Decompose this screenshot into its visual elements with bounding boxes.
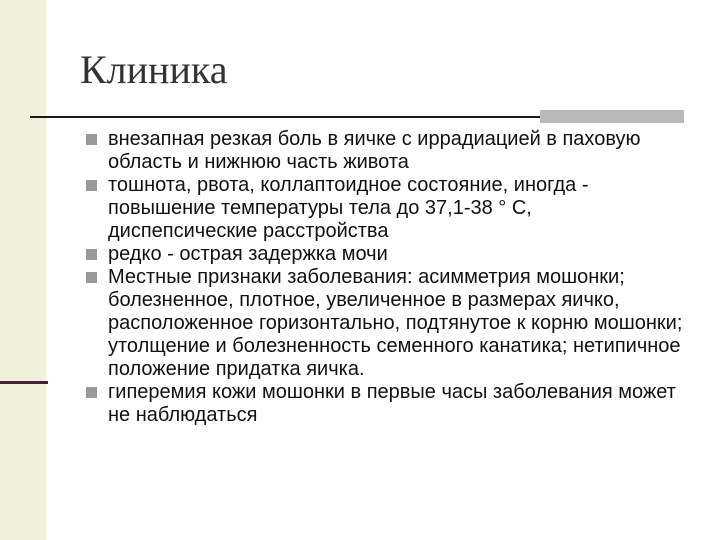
bullet-item-local-signs [86,266,686,381]
square-bullet-icon [86,272,97,283]
square-bullet-icon [86,249,97,260]
bullet-list [86,128,686,427]
slide-title: Клиника [80,47,228,92]
left-accent-rule [0,381,48,384]
bullet-item-urinary-retention [86,243,686,266]
title-accent-block [540,110,684,123]
bullet-text: тошнота, рвота, коллаптоидное состояние, иногда - повышение температуры тела до 37,1-38 ° С, диспепсические расстройства [108,174,589,242]
bullet-text: редко - острая задержка мочи [108,243,388,265]
left-decorative-band [0,0,46,540]
square-bullet-icon [86,134,97,145]
bullet-text: Местные признаки заболевания: асимметрия мошонки; болезненное, плотное, увеличенное в размерах яичко, расположенное горизонтально, подтянутое к корню мошонки; утолщение и болезненность семенного канатика; нетипичное положение придатка яичка. [108,266,683,380]
bullet-text: внезапная резкая боль в яичке с иррадиацией в паховую область и нижнюю часть живота [108,128,641,173]
square-bullet-icon [86,180,97,191]
bullet-item-pain [86,128,686,174]
bullet-item-hyperemia [86,381,686,427]
square-bullet-icon [86,387,97,398]
bullet-text: гиперемия кожи мошонки в первые часы заболевания может не наблюдаться [108,381,676,426]
bullet-item-nausea [86,174,686,243]
